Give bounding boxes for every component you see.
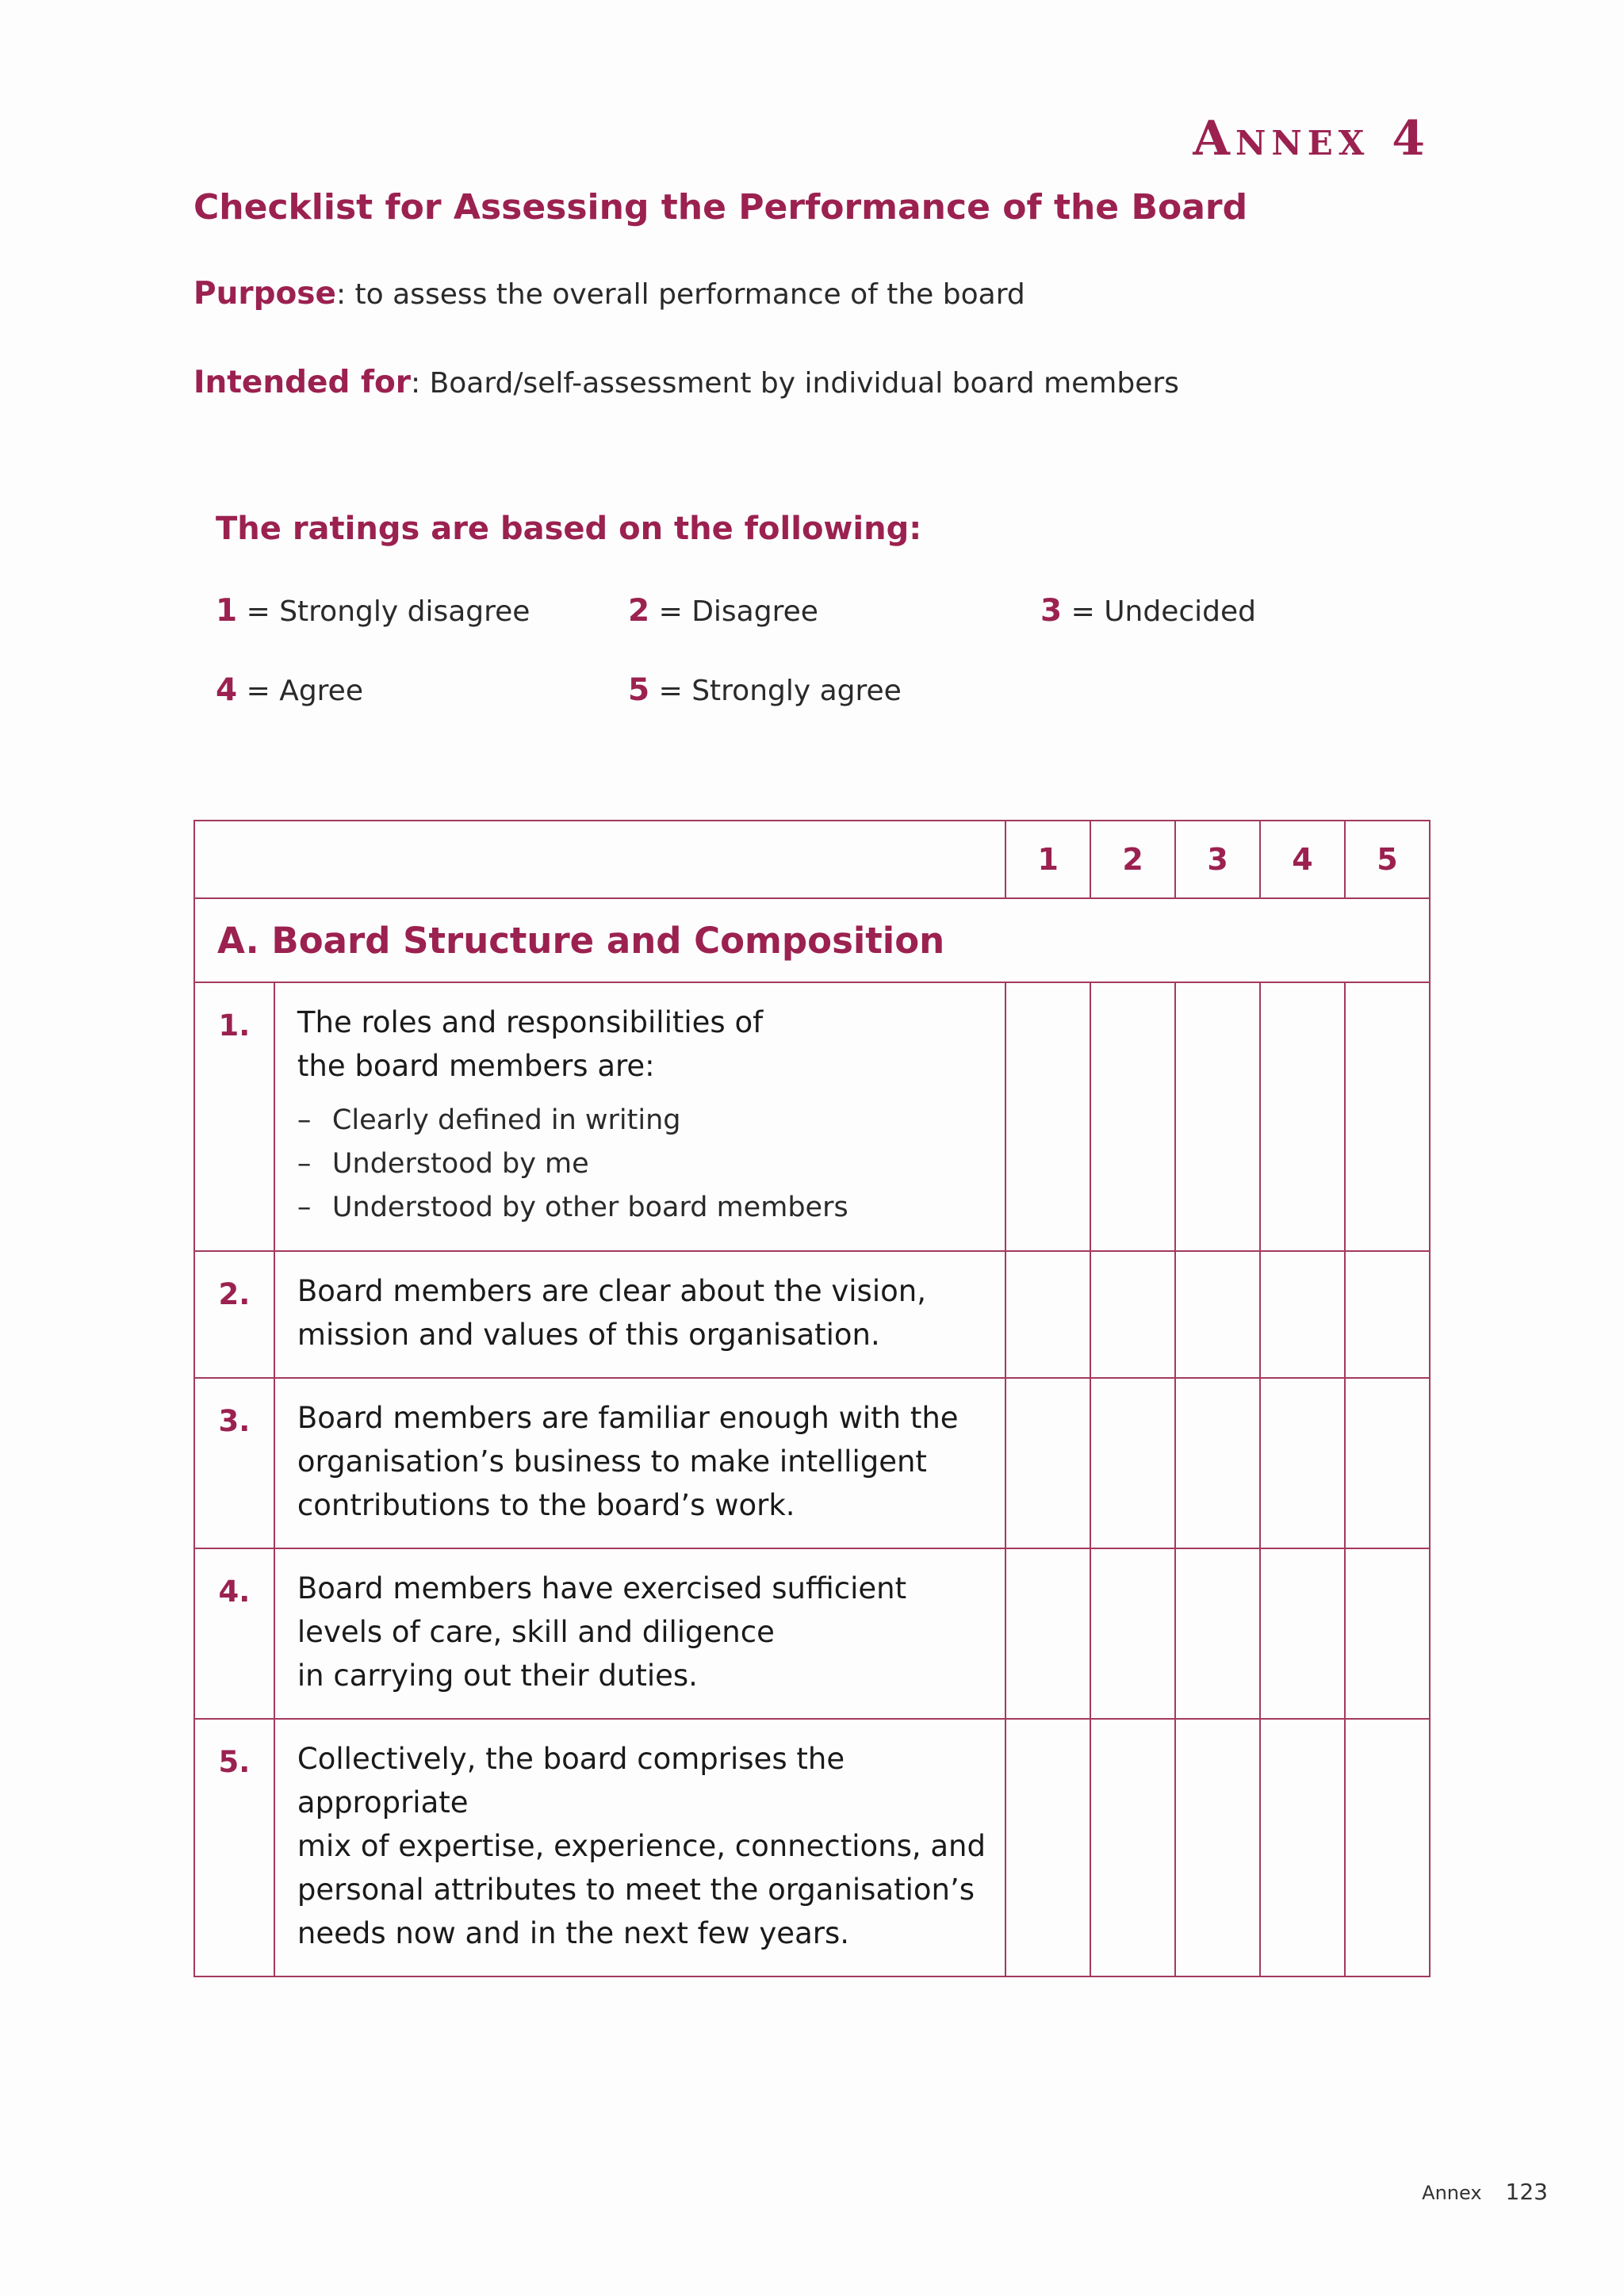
rating-cell[interactable] — [1345, 1251, 1430, 1378]
rating-cell[interactable] — [1345, 1378, 1430, 1548]
rating-cell[interactable] — [1260, 1548, 1345, 1719]
rating-number: 3 — [1040, 593, 1063, 629]
rating-cell[interactable] — [1005, 982, 1090, 1251]
scale-header: 2 — [1090, 821, 1175, 898]
rating-number: 5 — [628, 672, 650, 708]
intended-text: : Board/self-assessment by individual board members — [411, 367, 1179, 400]
rating-legend-item — [216, 672, 363, 708]
assessment-table — [193, 820, 1431, 1977]
rating-label: = Strongly disagree — [237, 595, 530, 628]
rating-cell[interactable] — [1175, 982, 1260, 1251]
question-line: organisation’s business to make intelligent — [297, 1445, 927, 1479]
question-text — [274, 1378, 1005, 1548]
rating-cell[interactable] — [1345, 982, 1430, 1251]
purpose-line — [193, 276, 1025, 312]
sub-item: – Clearly defined in writing — [297, 1099, 990, 1142]
rating-cell[interactable] — [1175, 1548, 1260, 1719]
question-line: mission and values of this organisation. — [297, 1318, 880, 1352]
scale-header-row — [194, 821, 1430, 898]
rating-cell[interactable] — [1175, 1719, 1260, 1976]
rating-cell[interactable] — [1175, 1251, 1260, 1378]
question-text — [274, 1548, 1005, 1719]
rating-label: = Strongly agree — [649, 675, 902, 707]
rating-cell[interactable] — [1090, 1719, 1175, 1976]
question-line: in carrying out their duties. — [297, 1659, 698, 1693]
section-heading: A. Board Structure and Composition — [194, 898, 1430, 982]
scale-header: 4 — [1260, 821, 1345, 898]
rating-label: = Disagree — [649, 595, 818, 628]
rating-number: 1 — [216, 593, 238, 629]
rating-cell[interactable] — [1005, 1719, 1090, 1976]
ratings-heading: The ratings are based on the following: — [216, 511, 922, 547]
question-line: Board members have exercised sufficient — [297, 1571, 907, 1605]
rating-legend-item — [628, 672, 902, 708]
table-row — [194, 1548, 1430, 1719]
scale-header: 5 — [1345, 821, 1430, 898]
table-row — [194, 1719, 1430, 1976]
rating-legend-item — [216, 593, 530, 629]
question-line: contributions to the board’s work. — [297, 1488, 795, 1522]
rating-legend-item — [628, 593, 818, 629]
purpose-text: : to assess the overall performance of the board — [335, 278, 1025, 311]
question-number: 1. — [194, 982, 274, 1251]
question-line: Board members are familiar enough with the — [297, 1401, 959, 1435]
footer-label: Annex — [1422, 2182, 1482, 2204]
intended-label: Intended for — [193, 365, 411, 400]
sub-item: – Understood by other board members — [297, 1186, 990, 1230]
rating-cell[interactable] — [1260, 982, 1345, 1251]
section-row — [194, 898, 1430, 982]
sub-item: – Understood by me — [297, 1142, 990, 1186]
question-line: The roles and responsibilities of — [297, 1005, 764, 1039]
question-text — [274, 1719, 1005, 1976]
rating-number: 4 — [216, 672, 238, 708]
rating-cell[interactable] — [1260, 1251, 1345, 1378]
rating-label: = Undecided — [1062, 595, 1257, 628]
table-row — [194, 1378, 1430, 1548]
rating-cell[interactable] — [1090, 1548, 1175, 1719]
intended-line — [193, 365, 1179, 400]
question-number: 4. — [194, 1548, 274, 1719]
annex-heading: Annex 4 — [1193, 111, 1431, 166]
question-number: 2. — [194, 1251, 274, 1378]
question-number: 3. — [194, 1378, 274, 1548]
question-line: needs now and in the next few years. — [297, 1916, 849, 1950]
question-line: Board members are clear about the vision, — [297, 1274, 926, 1308]
rating-cell[interactable] — [1005, 1548, 1090, 1719]
scale-header: 1 — [1005, 821, 1090, 898]
rating-cell[interactable] — [1345, 1719, 1430, 1976]
sub-item-list — [297, 1099, 990, 1230]
rating-legend-item — [1040, 593, 1256, 629]
blank-header-cell — [194, 821, 1005, 898]
rating-cell[interactable] — [1260, 1378, 1345, 1548]
question-line: levels of care, skill and diligence — [297, 1615, 775, 1649]
scale-header: 3 — [1175, 821, 1260, 898]
rating-cell[interactable] — [1090, 1251, 1175, 1378]
table-row — [194, 982, 1430, 1251]
page-title: Checklist for Assessing the Performance of the Board — [193, 187, 1248, 228]
rating-cell[interactable] — [1005, 1378, 1090, 1548]
page-number: 123 — [1505, 2179, 1548, 2205]
question-line: the board members are: — [297, 1049, 655, 1083]
table-row — [194, 1251, 1430, 1378]
purpose-label: Purpose — [193, 276, 336, 312]
question-number: 5. — [194, 1719, 274, 1976]
rating-cell[interactable] — [1090, 982, 1175, 1251]
question-line: personal attributes to meet the organisation’s — [297, 1873, 975, 1907]
question-line: Collectively, the board comprises the appropriate — [297, 1742, 845, 1820]
rating-label: = Agree — [237, 675, 363, 707]
rating-cell[interactable] — [1345, 1548, 1430, 1719]
rating-cell[interactable] — [1090, 1378, 1175, 1548]
rating-cell[interactable] — [1005, 1251, 1090, 1378]
question-text — [274, 1251, 1005, 1378]
rating-cell[interactable] — [1260, 1719, 1345, 1976]
question-line: mix of expertise, experience, connections, and — [297, 1829, 986, 1863]
page-footer — [1422, 2179, 1548, 2205]
question-text — [274, 982, 1005, 1251]
rating-number: 2 — [628, 593, 650, 629]
rating-cell[interactable] — [1175, 1378, 1260, 1548]
